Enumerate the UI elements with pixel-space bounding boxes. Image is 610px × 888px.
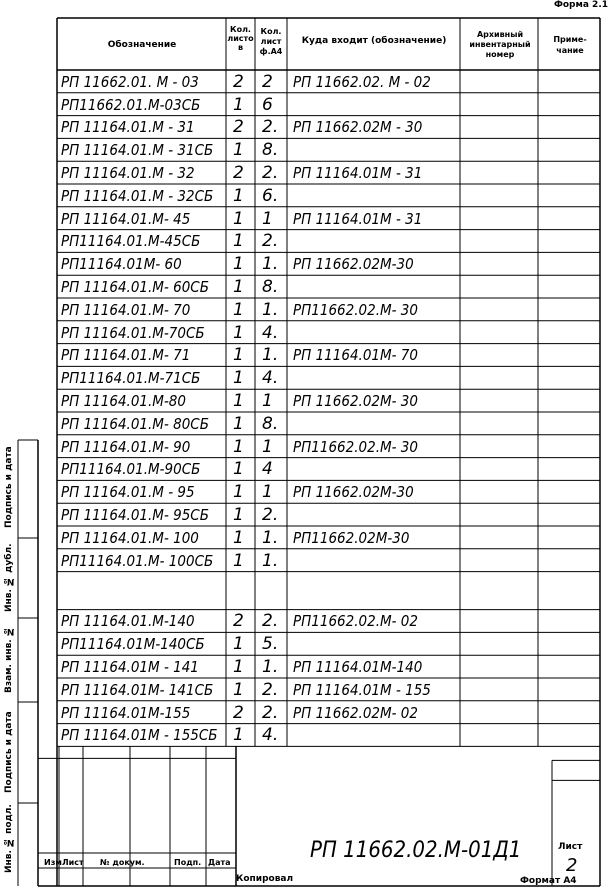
row-designation: РП 11164.01.М- 80СБ (61, 414, 209, 433)
row-designation: РП 11164.01.М- 95СБ (61, 506, 209, 524)
row-used-in: РП 11662.02М- 02 (293, 703, 418, 722)
row-designation: РП 11164.01.М-80 (61, 392, 186, 410)
row-a4: 4. (262, 368, 279, 389)
side-label-vzam-inv: Взам. инв. № (4, 626, 14, 694)
row-a4: 1 (262, 436, 273, 457)
row-designation: РП 11164.01.М- 70 (61, 300, 191, 319)
row-sheets: 1 (233, 634, 244, 655)
row-sheets: 1 (233, 391, 244, 411)
row-a4: 2 (262, 71, 273, 92)
row-a4: 8. (262, 277, 279, 297)
row-designation: РП 11164.01М-155 (61, 703, 191, 722)
stamp-sign: Подп. (174, 858, 202, 867)
row-sheets: 2 (233, 702, 244, 723)
row-designation: РП11164.01М- 60 (61, 255, 182, 274)
row-a4: 8. (262, 413, 279, 434)
row-sheets: 1 (233, 231, 244, 252)
row-a4: 6. (262, 185, 279, 206)
stamp-sheet-number: 2 (566, 855, 578, 876)
row-sheets: 1 (233, 436, 244, 457)
row-a4: 2. (262, 231, 279, 252)
row-sheets: 1 (233, 277, 244, 297)
row-a4: 1. (262, 345, 279, 366)
row-sheets: 1 (233, 368, 244, 389)
row-a4: 6 (262, 94, 273, 115)
row-a4: 4 (262, 459, 273, 480)
header-a4-count: Кол. лист ф.А4 (259, 27, 283, 56)
row-designation: РП 11164.01М- 141СБ (61, 680, 214, 699)
row-designation: РП 11164.01.М- 100 (61, 528, 199, 547)
row-used-in: РП 11164.01М-140 (293, 658, 423, 676)
row-designation: РП11164.01.М-90СБ (61, 460, 201, 479)
row-a4: 5. (262, 634, 279, 655)
row-used-in: РП 11164.01М - 31 (293, 164, 423, 182)
header-designation: Обозначение (107, 40, 177, 50)
row-designation: РП 11164.01.М - 31 (61, 118, 195, 137)
side-label-inv-podl: Инв. № подл. (4, 804, 14, 873)
row-sheets: 1 (233, 459, 244, 480)
row-sheets: 2 (233, 117, 244, 138)
row-sheets: 2 (233, 163, 244, 183)
row-designation: РП 11164.01.М-70СБ (61, 323, 205, 342)
row-designation: РП 11164.01М - 155СБ (61, 726, 218, 745)
row-a4: 2. (262, 702, 279, 723)
row-designation: РП 11164.01.М - 32 (61, 164, 195, 182)
row-a4: 4. (262, 322, 279, 343)
row-sheets: 1 (233, 679, 244, 700)
side-label-sign-date-2: Подпись и дата (4, 446, 14, 529)
row-designation: РП 11164.01.М- 45 (61, 209, 191, 228)
stamp-list: Лист (62, 858, 84, 867)
row-designation: РП 11164.01.М-140 (61, 612, 195, 631)
row-used-in: РП 11662.02М- 30 (293, 392, 418, 410)
row-a4: 1 (262, 482, 273, 503)
row-sheets: 1 (233, 208, 244, 229)
row-sheets: 1 (233, 505, 244, 525)
row-used-in: РП11662.02.М- 30 (293, 437, 418, 456)
row-sheets: 1 (233, 254, 244, 275)
header-sheets-count: Кол. листов (227, 25, 254, 52)
row-sheets: 1 (233, 140, 244, 161)
row-designation: РП 11164.01М - 141 (61, 658, 199, 676)
row-a4: 1. (262, 550, 279, 571)
row-sheets: 1 (233, 527, 244, 548)
stamp-izm: Изм (44, 858, 62, 867)
row-used-in: РП11662.02.М- 30 (293, 300, 418, 319)
row-designation: РП 11164.01.М - 31СБ (61, 141, 214, 160)
stamp-doc: № докум. (100, 858, 145, 867)
row-designation: РП 11164.01.М - 32СБ (61, 186, 214, 205)
row-a4: 4. (262, 725, 279, 746)
row-used-in: РП 11164.01М- 70 (293, 346, 418, 365)
row-designation: РП11164.01.М-45СБ (61, 232, 201, 251)
row-sheets: 1 (233, 322, 244, 343)
stamp-date: Дата (208, 858, 231, 867)
row-a4: 1. (262, 254, 279, 275)
header-note: Приме- чание (553, 35, 587, 55)
row-a4: 2. (262, 163, 279, 183)
row-a4: 1 (262, 208, 273, 229)
row-designation: РП11164.01М-140СБ (61, 635, 205, 654)
row-sheets: 1 (233, 345, 244, 366)
row-a4: 8. (262, 140, 279, 161)
row-sheets: 1 (233, 299, 244, 320)
row-used-in: РП 11662.02М-30 (293, 483, 414, 502)
row-sheets: 1 (233, 413, 244, 434)
row-used-in: РП11662.02.М- 02 (293, 612, 418, 631)
row-a4: 2. (262, 117, 279, 138)
row-designation: РП11662.01.М-03СБ (61, 95, 201, 114)
header-archive: Архивный инвентарный номер (469, 30, 531, 59)
row-a4: 1. (262, 299, 279, 320)
row-used-in: РП 11164.01М - 155 (293, 680, 431, 699)
row-designation: РП 11164.01.М- 71 (61, 346, 191, 365)
row-used-in: РП 11662.02М-30 (293, 255, 414, 274)
footer-copied: Копировал (236, 874, 294, 884)
row-designation: РП 11164.01.М- 60СБ (61, 278, 209, 296)
row-used-in: РП 11662.02М - 30 (293, 118, 423, 137)
form-label: Форма 2.1 (553, 0, 608, 10)
side-label-inv-dubl: Инв. № дубл. (4, 543, 14, 612)
row-used-in: РП 11164.01М - 31 (293, 209, 423, 228)
row-sheets: 2 (233, 71, 244, 92)
row-designation: РП 11164.01.М - 95 (61, 483, 195, 502)
side-label-sign-date-1: Подпись и дата (4, 711, 14, 794)
row-designation: РП11164.01.М-71СБ (61, 369, 201, 388)
row-used-in: РП11662.02М-30 (293, 528, 410, 547)
row-used-in: РП 11662.02. М - 02 (293, 72, 431, 91)
row-a4: 2. (262, 611, 279, 632)
row-a4: 1 (262, 391, 273, 411)
row-a4: 2. (262, 679, 279, 700)
row-sheets: 1 (233, 185, 244, 206)
footer-format: Формат А4 (520, 876, 577, 886)
header-used-in: Куда входит (обозначение) (301, 36, 447, 46)
row-a4: 1. (262, 527, 279, 548)
document-title: РП 11662.02.М-01Д1 (310, 838, 522, 863)
row-designation: РП11164.01.М- 100СБ (61, 551, 214, 570)
row-a4: 2. (262, 505, 279, 525)
row-designation: РП 11662.01. М - 03 (61, 72, 199, 91)
row-sheets: 2 (233, 611, 244, 632)
row-designation: РП 11164.01.М- 90 (61, 437, 191, 456)
row-sheets: 1 (233, 657, 244, 677)
stamp-sheet-label: Лист (558, 842, 583, 852)
row-sheets: 1 (233, 94, 244, 115)
row-sheets: 1 (233, 482, 244, 503)
row-a4: 1. (262, 657, 279, 677)
row-sheets: 1 (233, 725, 244, 746)
row-sheets: 1 (233, 550, 244, 571)
